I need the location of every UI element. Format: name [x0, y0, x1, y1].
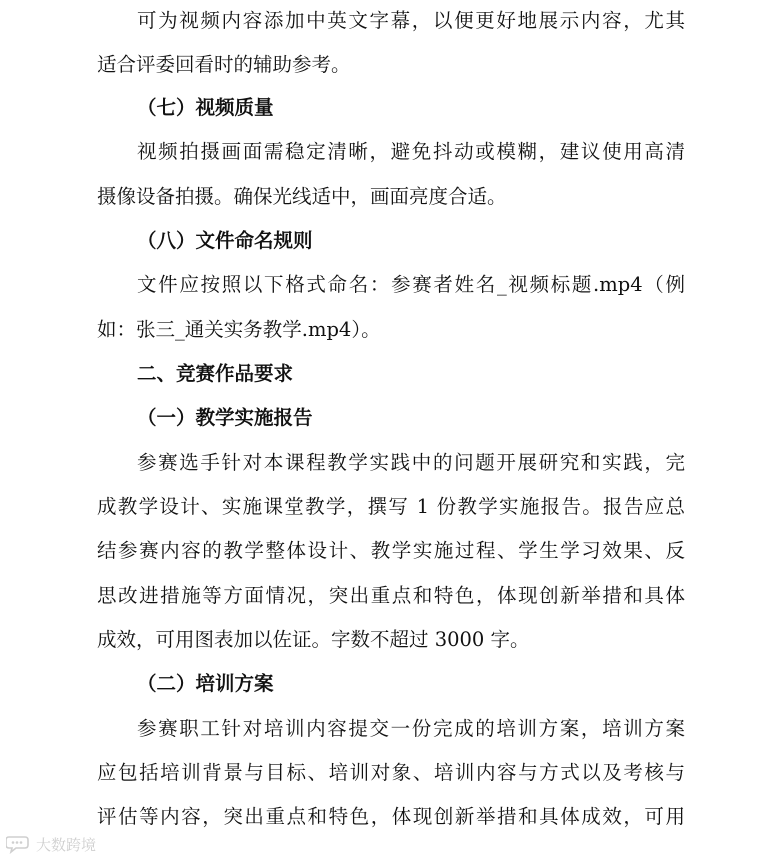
text-line-7: 文件应按照以下格式命名：参赛者姓名_视频标题.mp4（例: [137, 273, 685, 296]
section-heading-8: （八）文件命名规则: [137, 229, 313, 252]
text-line-11: 参赛选手针对本课程教学实践中的问题开展研究和实践，完: [137, 451, 685, 474]
text-line-17: 参赛职工针对培训内容提交一份完成的培训方案，培训方案: [137, 717, 685, 740]
text-line-15: 成效，可用图表加以佐证。字数不超过 3000 字。: [97, 628, 530, 651]
text-line-1: 可为视频内容添加中英文字幕，以便更好地展示内容，尤其: [137, 9, 685, 32]
text-line-4: 视频拍摄画面需稳定清晰，避免抖动或模糊，建议使用高清: [137, 140, 685, 163]
section-heading-7: （七）视频质量: [137, 96, 274, 119]
text-line-5: 摄像设备拍摄。确保光线适中，画面亮度合适。: [97, 185, 507, 208]
watermark: [6, 832, 96, 856]
chapter-heading-2: 二、竞赛作品要求: [137, 362, 294, 385]
text-line-2: 适合评委回看时的辅助参考。: [97, 53, 351, 76]
text-line-18: 应包括培训背景与目标、培训对象、培训内容与方式以及考核与: [97, 761, 685, 784]
text-line-13: 结参赛内容的教学整体设计、教学实施过程、学生学习效果、反: [97, 539, 685, 562]
text-line-14: 思改进措施等方面情况，突出重点和特色，体现创新举措和具体: [97, 584, 685, 607]
text-line-8: 如：张三_通关实务教学.mp4）。: [97, 318, 381, 341]
section-heading-2: （二）培训方案: [137, 672, 274, 695]
speech-bubble-logo-icon: [6, 834, 32, 854]
watermark-text: 大数跨境: [36, 835, 97, 854]
text-line-12: 成教学设计、实施课堂教学，撰写 1 份教学实施报告。报告应总: [97, 495, 685, 518]
text-line-19: 评估等内容，突出重点和特色，体现创新举措和具体成效，可用: [97, 805, 685, 828]
section-heading-1: （一）教学实施报告: [137, 406, 313, 429]
